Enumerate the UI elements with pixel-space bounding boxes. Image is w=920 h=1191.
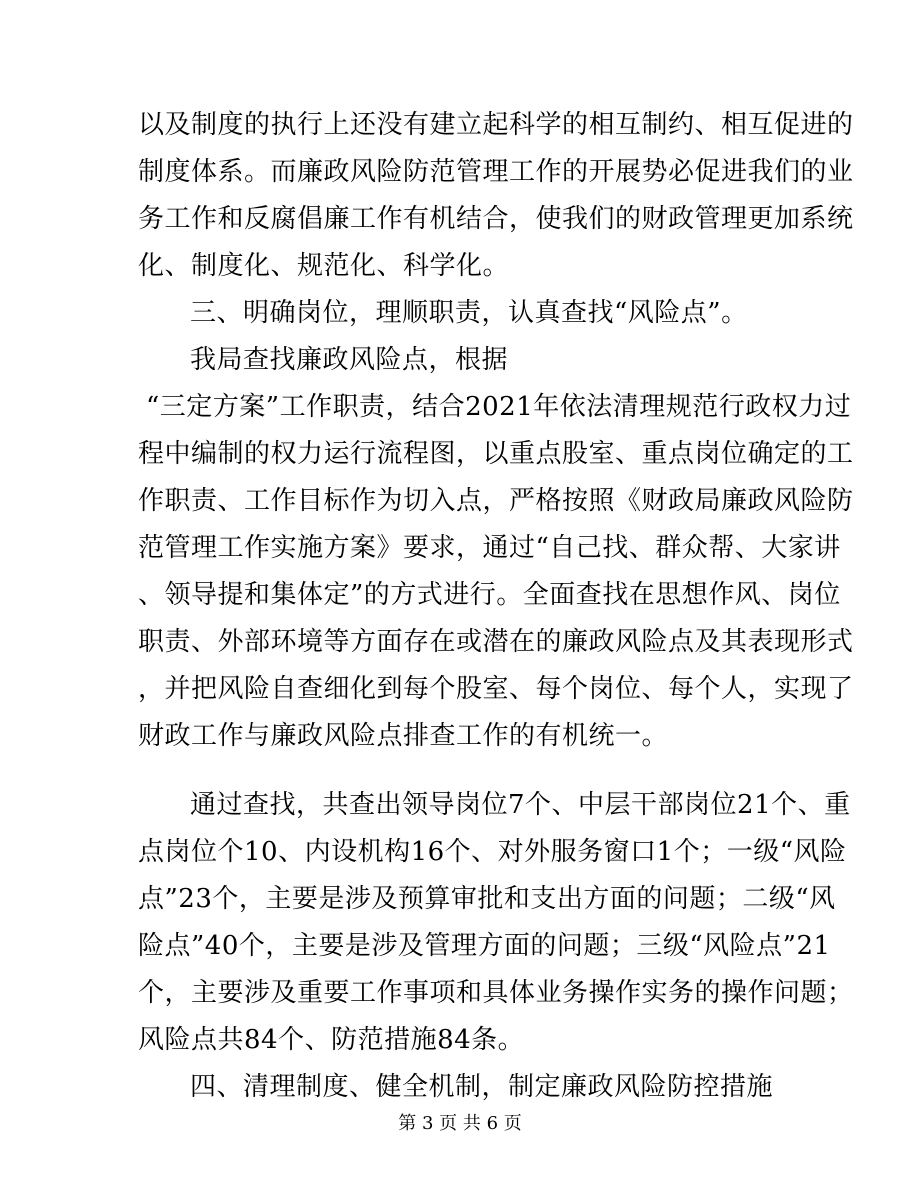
body-line: 个，主要涉及重要工作事项和具体业务操作实务的操作问题； xyxy=(138,978,854,1008)
section-heading: 四、清理制度、健全机制，制定廉政风险防控措施 xyxy=(190,1072,774,1102)
body-line: “三定方案”工作职责，结合2021年依法清理规范行政权力过 xyxy=(146,392,852,422)
body-line: 务工作和反腐倡廉工作有机结合，使我们的财政管理更加系统 xyxy=(138,204,854,234)
body-line: 风险点共84个、防范措施84条。 xyxy=(138,1025,525,1055)
body-line: 作职责、工作目标作为切入点，严格按照《财政局廉政风险防 xyxy=(138,486,854,516)
body-line: 程中编制的权力运行流程图，以重点股室、重点岗位确定的工 xyxy=(138,439,854,469)
section-heading: 三、明确岗位，理顺职责，认真查找“风险点”。 xyxy=(190,298,748,328)
body-line: 财政工作与廉政风险点排查工作的有机统一。 xyxy=(138,721,669,751)
body-line: 点岗位个10、内设机构16个、对外服务窗口1个；一级“风险 xyxy=(138,837,847,867)
body-line: 职责、外部环境等方面存在或潜在的廉政风险点及其表现形式 xyxy=(138,627,854,657)
body-line: 化、制度化、规范化、科学化。 xyxy=(138,251,510,281)
page-number-footer: 第 3 页 共 6 页 xyxy=(398,1113,522,1134)
body-line: 以及制度的执行上还没有建立起科学的相互制约、相互促进的 xyxy=(138,110,854,140)
body-line: ，并把风险自查细化到每个股室、每个岗位、每个人，实现了 xyxy=(138,674,854,704)
body-line: 通过查找，共查出领导岗位7个、中层干部岗位21个、重 xyxy=(190,790,851,820)
body-line: 制度体系。而廉政风险防范管理工作的开展势必促进我们的业 xyxy=(138,157,854,187)
body-line: 点”23个，主要是涉及预算审批和支出方面的问题；二级“风 xyxy=(138,884,836,914)
body-line: 我局查找廉政风险点，根据 xyxy=(190,345,509,375)
body-line: 、领导提和集体定”的方式进行。全面查找在思想作风、岗位 xyxy=(138,580,841,610)
body-line: 范管理工作实施方案》要求，通过“自己找、群众帮、大家讲 xyxy=(138,533,841,563)
body-line: 险点”40个，主要是涉及管理方面的问题；三级“风险点”21 xyxy=(138,931,831,961)
